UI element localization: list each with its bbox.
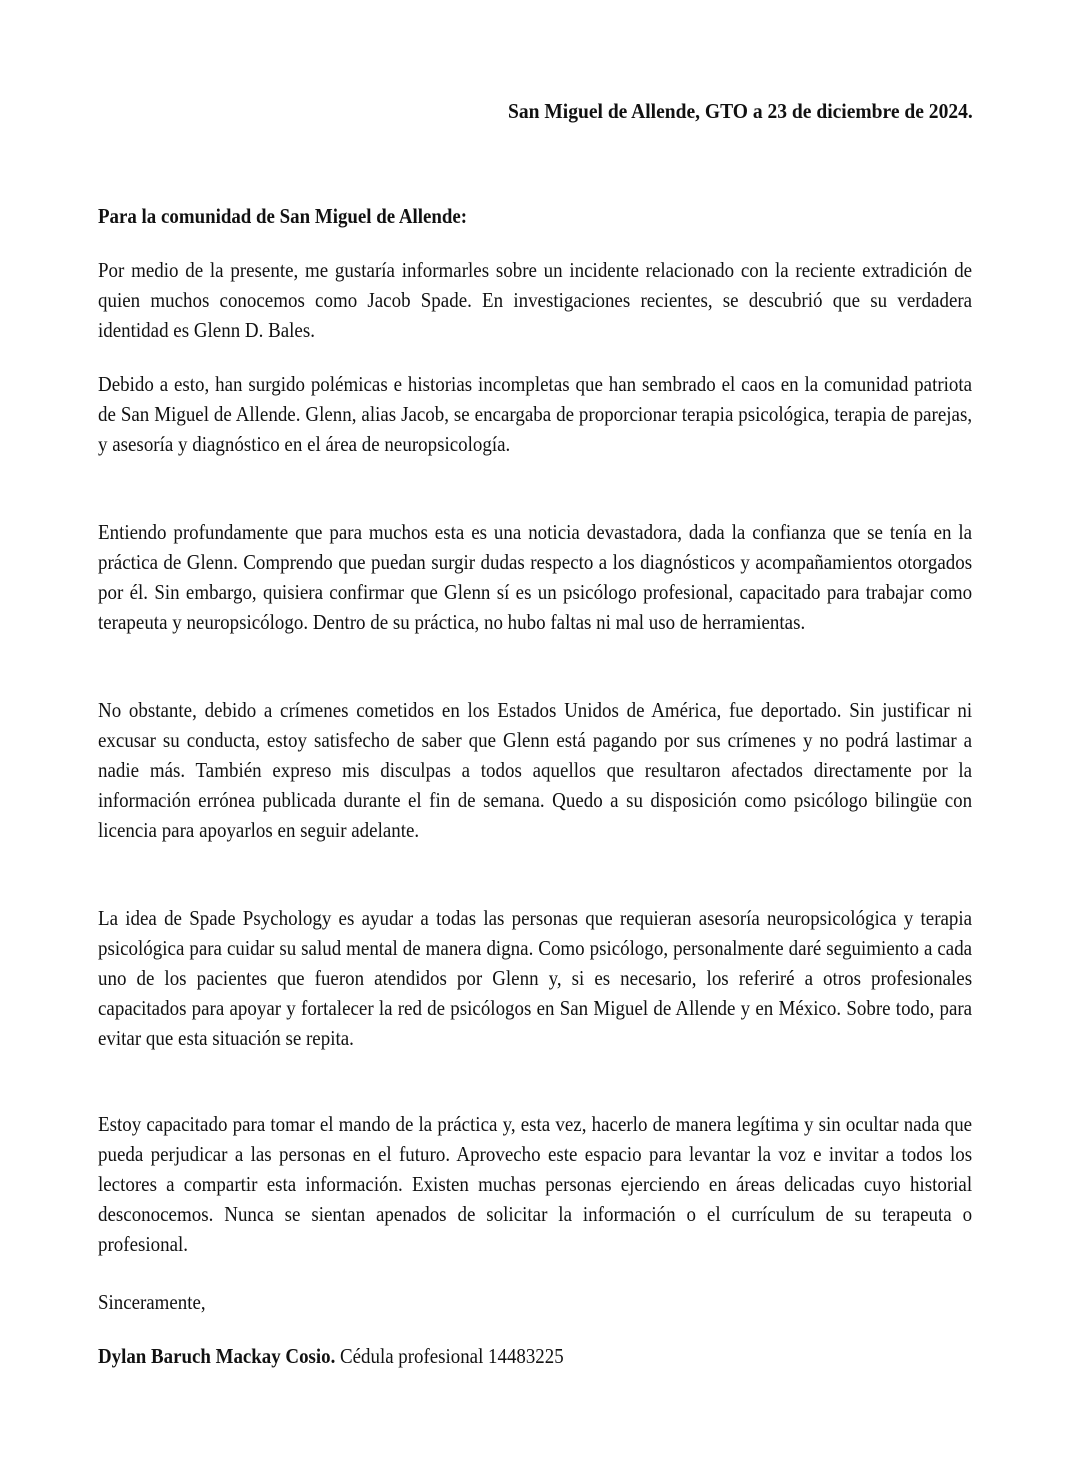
signature-credential: Cédula profesional 14483225 — [340, 1344, 564, 1368]
paragraph-incident: Por medio de la presente, me gustaría informarles sobre un incidente relacionado con la reciente extradición de quien muchos conocemos como Jacob Spade. En investigaciones recientes, se descubrió que su verdadera identidad es Glenn D. Bales. — [98, 258, 973, 342]
paragraph-professional-confirmation: Entiendo profundamente que para muchos esta es una noticia devastadora, dada la confianza que se tenía en la práctica de Glenn. Comprendo que puedan surgir dudas respecto a los diagnósticos y acompañamientos otorgados por él. Sin embargo, quisiera confirmar que Glenn sí es un psicólogo profesional, capacitado para trabajar como terapeuta y neuropsicólogo. Dentro de su práctica, no hubo faltas ni mal uso de herramientas. — [98, 520, 973, 634]
signature — [98, 1341, 564, 1371]
paragraph-spade-psychology: La idea de Spade Psychology es ayudar a todas las personas que requieran asesoría neuropsicológica y terapia psicológica para cuidar su salud mental de manera digna. Como psicólogo, personalmente daré seguimiento a cada uno de los pacientes que fueron atendidos por Glenn y, si es necesario, los referiré a otros profesionales capacitados para apoyar y fortalecer la red de psicólogos en San Miguel de Allende y en México. Sobre todo, para evitar que esta situación se repita. — [98, 906, 973, 1050]
paragraph-controversy: Debido a esto, han surgido polémicas e historias incompletas que han sembrado el caos en la comunidad patriota de San Miguel de Allende. Glenn, alias Jacob, se encargaba de proporcionar terapia psicológica, terapia de parejas, y asesoría y diagnóstico en el área de neuropsicología. — [98, 372, 973, 456]
paragraph-taking-over: Estoy capacitado para tomar el mando de la práctica y, esta vez, hacerlo de manera legítima y sin ocultar nada que pueda perjudicar a las personas en el futuro. Aprovecho este espacio para levantar la voz e invitar a todos los lectores a compartir esta información. Existen muchas personas ejerciendo en áreas delicadas cuyo historial desconocemos. Nunca se sientan apenados de solicitar la información o el currículum de su terapeuta o profesional. — [98, 1112, 973, 1256]
date-line: San Miguel de Allende, GTO a 23 de diciembre de 2024. — [508, 99, 973, 123]
salutation: Para la comunidad de San Miguel de Allende: — [98, 204, 468, 228]
signature-name: Dylan Baruch Mackay Cosio. — [98, 1344, 336, 1368]
closing: Sinceramente, — [98, 1290, 206, 1314]
paragraph-deportation: No obstante, debido a crímenes cometidos en los Estados Unidos de América, fue deportado. Sin justificar ni excusar su conducta, estoy satisfecho de saber que Glenn está pagando por sus crímenes y no podrá lastimar a nadie más. También expreso mis disculpas a todos aquellos que resultaron afectados directamente por la información errónea publicada durante el fin de semana. Quedo a su disposición como psicólogo bilingüe con licencia para apoyarlos en seguir adelante. — [98, 698, 973, 842]
